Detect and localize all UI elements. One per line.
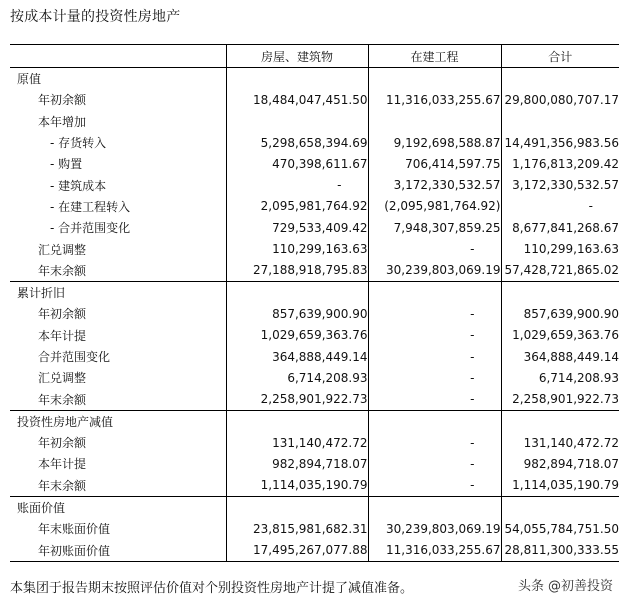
cell-value: -	[368, 453, 501, 474]
cell-value: 7,948,307,859.25	[368, 217, 501, 238]
cell-value	[368, 281, 501, 303]
cell-value	[368, 111, 501, 132]
table-row	[10, 281, 619, 303]
cell-value	[501, 410, 619, 432]
cell-value: 470,398,611.67	[226, 153, 368, 174]
cell-value: 29,800,080,707.17	[504, 92, 619, 107]
row-label: 年末余额	[10, 475, 226, 497]
row-label: 累计折旧	[10, 281, 226, 303]
table-row	[10, 367, 619, 388]
table-header-row	[10, 45, 619, 68]
cell-value	[368, 410, 501, 432]
cell-value: 57,428,721,865.02	[504, 263, 619, 278]
row-label: - 存货转入	[10, 132, 226, 153]
cell-value: 2,095,981,764.92	[226, 196, 368, 217]
cell-value: -	[368, 303, 501, 324]
cell-value: 17,495,267,077.88	[226, 540, 368, 562]
footnote: 本集团于报告期末按照评估价值对个别投资性房地产计提了减值准备。	[10, 581, 414, 596]
table-body	[10, 68, 619, 562]
cell-value: 2,258,901,922.73	[512, 392, 619, 407]
cell-value: 1,114,035,190.79	[226, 475, 368, 497]
cell-value: 982,894,718.07	[523, 456, 619, 471]
row-label: 年初余额	[10, 89, 226, 110]
table-row	[10, 217, 619, 238]
header-total: 合计	[501, 45, 619, 68]
table-row	[10, 132, 619, 153]
cell-value: 28,811,300,333.55	[501, 540, 619, 562]
table-row	[10, 68, 619, 90]
header-buildings: 房屋、建筑物	[226, 45, 368, 68]
row-label: 投资性房地产减值	[10, 410, 226, 432]
watermark-account: @初善投资	[547, 579, 613, 594]
table-row	[10, 388, 619, 410]
table-row	[10, 453, 619, 474]
row-label: 本年增加	[10, 111, 226, 132]
cell-value	[501, 281, 619, 303]
row-label: - 在建工程转入	[10, 196, 226, 217]
cell-value	[501, 496, 619, 518]
header-construction-in-progress: 在建工程	[368, 45, 501, 68]
table-row	[10, 238, 619, 259]
table-row	[10, 325, 619, 346]
table-row	[10, 432, 619, 453]
cell-value: 982,894,718.07	[226, 453, 368, 474]
table-row	[10, 303, 619, 324]
row-label: 原值	[10, 68, 226, 90]
table-row	[10, 89, 619, 110]
cell-value	[226, 496, 368, 518]
cell-value: -	[368, 388, 501, 410]
cell-value: 54,055,784,751.50	[504, 521, 619, 536]
watermark-source: 头条	[517, 579, 544, 594]
cell-value	[501, 111, 619, 132]
cell-value	[226, 281, 368, 303]
cell-value: 30,239,803,069.19	[368, 260, 501, 282]
cell-value: 110,299,163.63	[523, 242, 619, 257]
row-label: 汇兑调整	[10, 367, 226, 388]
table-row	[10, 174, 619, 195]
cell-value: 14,491,356,983.56	[504, 135, 619, 150]
cell-value: 1,029,659,363.76	[512, 328, 619, 343]
cell-value: 6,714,208.93	[538, 370, 619, 385]
table-row	[10, 496, 619, 518]
cell-value: 11,316,033,255.67	[368, 540, 501, 562]
cell-value	[501, 68, 619, 90]
cell-value	[226, 111, 368, 132]
cell-value: 729,533,409.42	[226, 217, 368, 238]
table-row	[10, 153, 619, 174]
row-label: 年末账面价值	[10, 518, 226, 539]
row-label: 年末余额	[10, 260, 226, 282]
cell-value: 857,639,900.90	[226, 303, 368, 324]
cell-value	[226, 68, 368, 90]
cell-value: 110,299,163.63	[226, 238, 368, 259]
table-row	[10, 518, 619, 539]
cell-value: 18,484,047,451.50	[226, 89, 368, 110]
investment-property-table	[10, 44, 619, 562]
cell-value: -	[226, 174, 368, 195]
cell-value: -	[368, 238, 501, 259]
cell-value: -	[368, 367, 501, 388]
row-label: - 购置	[10, 153, 226, 174]
cell-value: 11,316,033,255.67	[368, 89, 501, 110]
cell-value	[226, 410, 368, 432]
cell-value: 23,815,981,682.31	[226, 518, 368, 539]
row-label: 本年计提	[10, 325, 226, 346]
cell-value: 2,258,901,922.73	[226, 388, 368, 410]
cell-value: 3,172,330,532.57	[512, 178, 619, 193]
cell-value: 5,298,658,394.69	[226, 132, 368, 153]
watermark	[518, 575, 613, 594]
cell-value: 27,188,918,795.83	[226, 260, 368, 282]
cell-value: 6,714,208.93	[226, 367, 368, 388]
row-label: 汇兑调整	[10, 238, 226, 259]
header-label-column	[10, 45, 226, 68]
cell-value	[368, 68, 501, 90]
row-label: 年初余额	[10, 303, 226, 324]
cell-value: 8,677,841,268.67	[512, 220, 619, 235]
table-row	[10, 410, 619, 432]
cell-value: -	[368, 475, 501, 497]
row-label: 年初账面价值	[10, 540, 226, 562]
cell-value: 131,140,472.72	[523, 435, 619, 450]
cell-value: -	[368, 346, 501, 367]
cell-value: 1,114,035,190.79	[512, 478, 619, 493]
table-row	[10, 540, 619, 562]
table-row	[10, 111, 619, 132]
cell-value: 3,172,330,532.57	[368, 174, 501, 195]
row-label: 本年计提	[10, 453, 226, 474]
cell-value: -	[588, 199, 593, 214]
row-label: - 合并范围变化	[10, 217, 226, 238]
page-title: 按成本计量的投资性房地产	[10, 9, 181, 25]
table-row	[10, 196, 619, 217]
cell-value: -	[368, 325, 501, 346]
cell-value: -	[368, 432, 501, 453]
table-row	[10, 475, 619, 497]
table-row	[10, 260, 619, 282]
table-row	[10, 346, 619, 367]
cell-value: 364,888,449.14	[226, 346, 368, 367]
cell-value: 131,140,472.72	[226, 432, 368, 453]
row-label: 年末余额	[10, 388, 226, 410]
cell-value: 9,192,698,588.87	[368, 132, 501, 153]
cell-value	[368, 496, 501, 518]
cell-value: (2,095,981,764.92)	[368, 196, 501, 217]
row-label: 合并范围变化	[10, 346, 226, 367]
cell-value: 857,639,900.90	[523, 306, 619, 321]
cell-value: 1,176,813,209.42	[512, 156, 619, 171]
cell-value: 30,239,803,069.19	[368, 518, 501, 539]
row-label: - 建筑成本	[10, 174, 226, 195]
row-label: 账面价值	[10, 496, 226, 518]
cell-value: 1,029,659,363.76	[226, 325, 368, 346]
row-label: 年初余额	[10, 432, 226, 453]
cell-value: 364,888,449.14	[523, 349, 619, 364]
cell-value: 706,414,597.75	[368, 153, 501, 174]
